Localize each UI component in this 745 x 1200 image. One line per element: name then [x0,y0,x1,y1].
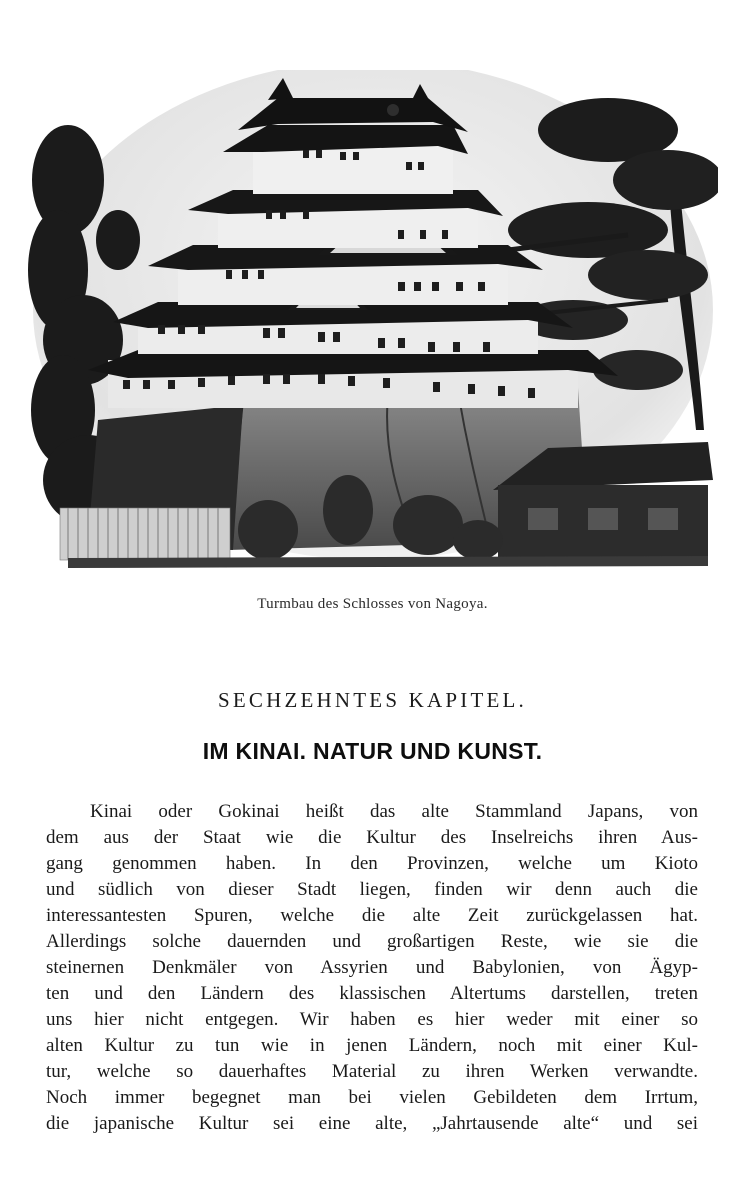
wooden-fence [60,508,230,560]
text-line: interessantesten Spuren, welche die alte Zeit zurückgelassen hat. [46,905,698,926]
text-line: ten und den Ländern des klassischen Altertums darstellen, treten [46,983,698,1004]
text-line: und südlich von dieser Stadt liegen, finden wir denn auch die [46,879,698,900]
castle-photograph [28,70,718,570]
text-line: Kinai oder Gokinai heißt das alte Stammland Japans, von [90,801,698,822]
body-paragraph [46,799,698,1137]
text-line: gang genommen haben. In den Provinzen, welche um Kioto [46,853,698,874]
text-line: dem aus der Staat wie die Kultur des Inselreichs ihren Aus- [46,827,698,848]
text-line: steinernen Denkmäler von Assyrien und Babylonien, von Ägyp- [46,957,698,978]
text-line: Noch immer begegnet man bei vielen Gebildeten dem Irrtum, [46,1087,698,1108]
text-line: uns hier nicht entgegen. Wir haben es hier weder mit einer so [46,1009,698,1030]
text-line: Allerdings solche dauernden und großartigen Reste, wie sie die [46,931,698,952]
chapter-title: IM KINAI. NATUR UND KUNST. [202,738,543,764]
text-line: tur, welche so dauerhaftes Material zu ihren Werken verwandte. [46,1061,698,1082]
text-line: alten Kultur zu tun wie in jenen Ländern, noch mit einer Kul- [46,1035,698,1056]
chapter-number: SECHZEHNTES KAPITEL. [218,688,527,712]
figure-caption: Turmbau des Schlosses von Nagoya. [257,596,488,612]
text-line: die japanische Kultur sei eine alte, „Jahrtausende alte“ und sei [46,1113,698,1134]
